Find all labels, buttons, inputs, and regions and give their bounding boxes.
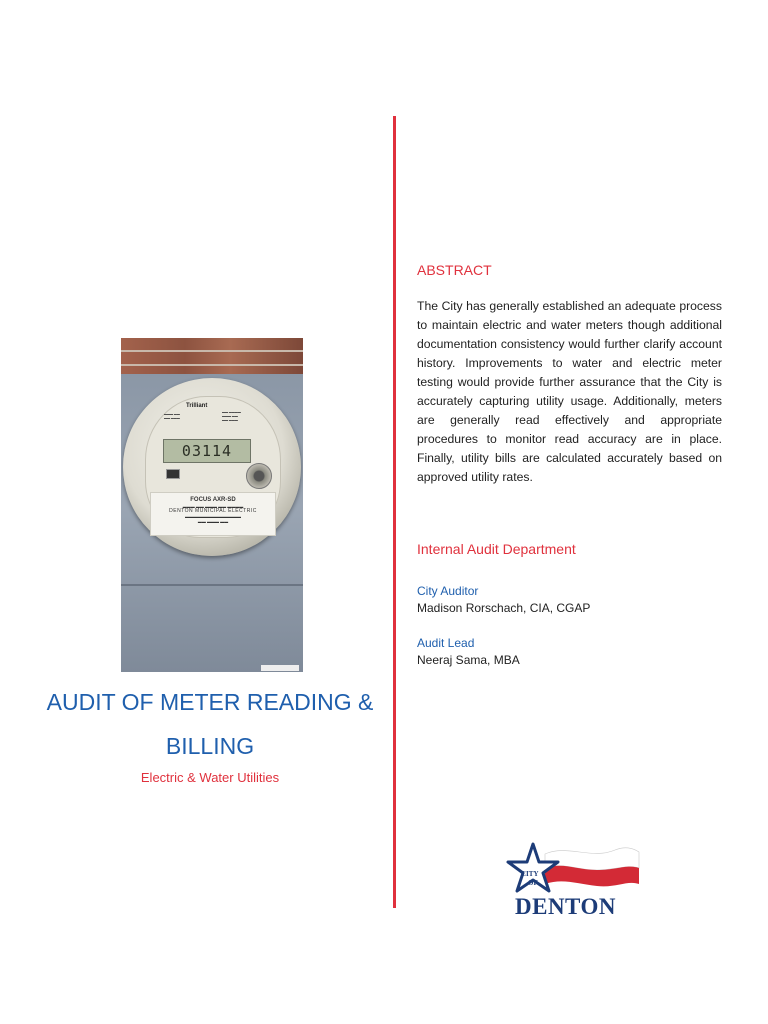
meter-nameplate: FOCUS AXR-SD ▬▬▬ ▬▬ ▬▬▬ ▬▬ ▬▬▬▬ DENTON MUNICIPAL ELECTRIC ▬▬▬▬▬▬▬▬▬▬▬▬▬▬ ▬▬ ▬▬▬ ▬▬	[150, 492, 276, 536]
audit-lead-name: Neeraj Sama, MBA	[417, 653, 520, 667]
electric-meter	[123, 378, 301, 556]
photo-watermark	[261, 665, 299, 671]
meter-brand: Trilliant	[186, 403, 208, 409]
meter-model: FOCUS AXR-SD	[190, 497, 236, 503]
vertical-divider	[393, 116, 396, 908]
meter-optical-port	[166, 469, 180, 479]
logo-city-text: CITY	[521, 870, 539, 878]
abstract-body: The City has generally established an adequate process to maintain electric and water meters though additional documentation consistency would further clarify account history. Improvements to water and electric meter testing would provide further assurance that the City is accurately capturing utility usage. Additionally, meters are generally read effectively and appropriate procedures to monitor read accuracy are in place. Finally, utility bills are calculated accurately based on approved utility rates.	[417, 299, 722, 484]
department-heading: Internal Audit Department	[417, 541, 576, 557]
meter-spec-left: ▬▬▬ ▬▬ ▬▬ ▬▬▬	[164, 412, 180, 420]
meter-lcd-display: 03114	[163, 439, 251, 463]
abstract-heading: ABSTRACT	[417, 262, 492, 278]
logo-of-text: OF	[528, 879, 538, 887]
report-title-line-2: BILLING	[165, 733, 255, 759]
meter-face	[145, 396, 281, 538]
report-title	[30, 680, 390, 768]
meter-reset-knob	[246, 463, 272, 489]
meter-spec-right: ▬▬ ▬▬▬▬ ▬▬▬ ▬▬ ▬▬ ▬▬▬	[222, 410, 241, 422]
report-subtitle: Electric & Water Utilities	[140, 770, 280, 785]
logo-denton-text: DENTON	[515, 894, 616, 919]
audit-lead-label: Audit Lead	[417, 636, 475, 650]
city-auditor-label: City Auditor	[417, 584, 479, 598]
meter-photo	[121, 338, 303, 672]
city-auditor-name: Madison Rorschach, CIA, CGAP	[417, 601, 591, 615]
report-title-line-1: AUDIT OF METER READING &	[46, 689, 374, 715]
city-of-denton-logo	[497, 840, 645, 922]
brick-wall	[121, 338, 303, 378]
meter-owner: DENTON MUNICIPAL ELECTRIC	[169, 508, 257, 514]
